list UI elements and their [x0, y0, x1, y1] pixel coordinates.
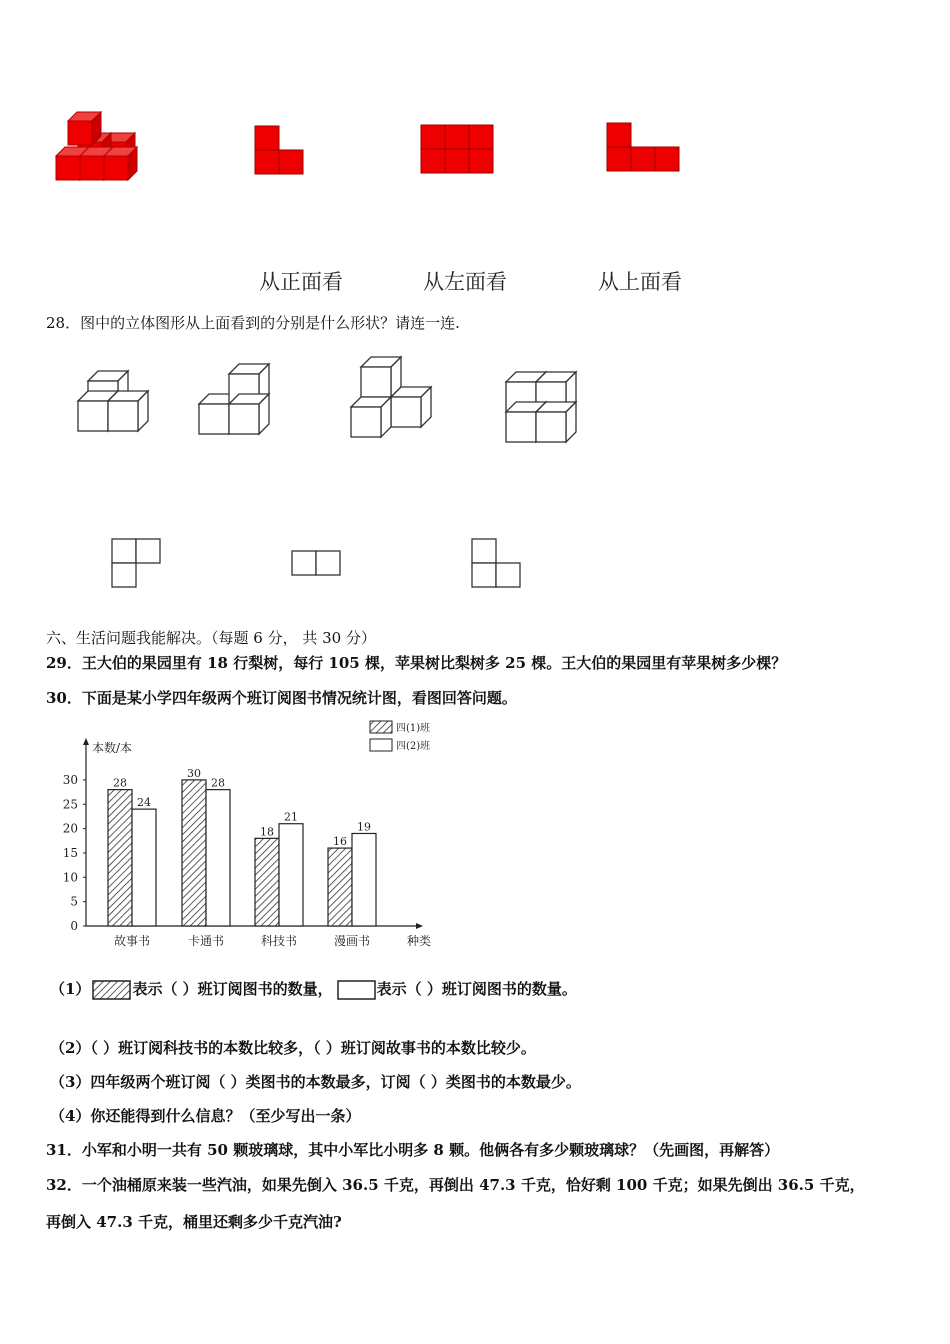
- data-label: 28: [113, 776, 127, 790]
- view-option-3: [472, 539, 520, 587]
- solid-d: [506, 372, 576, 442]
- data-label: 19: [357, 820, 371, 834]
- q30-sub2: （2）（ ）班订阅科技书的本数比较多，（ ）班订阅故事书的本数比较少。: [50, 1039, 536, 1057]
- view-option-1: [112, 539, 160, 587]
- wireframe-figures: [0, 340, 950, 600]
- y-tick-label: 25: [62, 797, 78, 812]
- y-axis-title: 本数/本: [92, 741, 133, 755]
- q30-sub1: [50, 978, 577, 1002]
- bar: [206, 790, 230, 926]
- question-30: 30．下面是某小学四年级两个班订阅图书情况统计图，看图回答问题。: [46, 689, 517, 707]
- bar: [279, 824, 303, 926]
- solid-a: [78, 371, 148, 431]
- legend-swatch: [370, 739, 392, 751]
- bar: [352, 833, 376, 926]
- bar: [182, 780, 206, 926]
- y-tick-label: 5: [70, 894, 78, 909]
- caption-top: 从上面看: [598, 270, 682, 294]
- category-label: 卡通书: [187, 934, 225, 948]
- legend-label: 四(2)班: [396, 741, 431, 752]
- question-31: 31．小军和小明一共有 50 颗玻璃球，其中小军比小明多 8 颗。他俩各有多少颗玻璃球？（先画图，再解答）: [46, 1141, 780, 1159]
- bar: [255, 838, 279, 926]
- category-label: 漫画书: [333, 934, 371, 948]
- legend-label: 四(1)班: [396, 723, 431, 734]
- question-32-line2: 再倒入 47.3 千克，桶里还剩多少千克汽油?: [46, 1213, 342, 1231]
- category-label: 故事书: [113, 934, 151, 948]
- data-label: 24: [137, 796, 151, 810]
- left-view: [421, 125, 493, 173]
- caption-left: 从左面看: [423, 270, 507, 294]
- view-option-2: [292, 551, 340, 575]
- bar: [132, 809, 156, 926]
- x-axis-arrow: [416, 923, 423, 929]
- blank-sample-icon: [337, 978, 377, 1002]
- y-tick-label: 10: [62, 870, 78, 885]
- data-label: 28: [211, 776, 225, 790]
- y-axis-arrow: [83, 738, 89, 745]
- y-tick-label: 0: [70, 919, 78, 933]
- data-label: 18: [260, 825, 274, 839]
- bar-chart: [50, 712, 470, 957]
- section-6-heading: 六、生活问题我能解决。（每题 6 分， 共 30 分）: [46, 629, 376, 647]
- data-label: 21: [284, 810, 298, 824]
- q30-sub1-num: （1）: [50, 980, 91, 998]
- y-tick-label: 20: [62, 821, 78, 836]
- question-29: 29．王大伯的果园里有 18 行梨树，每行 105 棵，苹果树比梨树多 25 棵。王大伯的果园里有苹果树多少棵？: [46, 654, 787, 672]
- top-view: [607, 123, 679, 171]
- q30-sub1-text-a: 表示（ ）班订阅图书的数量，: [132, 980, 333, 998]
- solid-c: [351, 357, 431, 437]
- front-view: [255, 126, 303, 174]
- y-tick-label: 30: [62, 772, 78, 787]
- data-label: 16: [333, 835, 347, 849]
- category-label: 科技书: [260, 934, 298, 948]
- q30-sub1-text-b: 表示（ ）班订阅图书的数量。: [376, 980, 577, 998]
- caption-front: 从正面看: [259, 270, 343, 294]
- bar: [108, 790, 132, 926]
- red-solid-3d: [56, 112, 137, 180]
- data-label: 30: [187, 766, 201, 780]
- solid-b: [199, 364, 269, 434]
- question-32-line1: 32．一个油桶原来装一些汽油，如果先倒入 36.5 千克，再倒出 47.3 千克，恰好剩 100 千克；如果先倒出 36.5 千克，: [46, 1176, 865, 1194]
- question-28: 28．图中的立体图形从上面看到的分别是什么形状？请连一连.: [46, 314, 460, 332]
- x-axis-title: 种类: [407, 934, 432, 948]
- q30-sub3: （3）四年级两个班订阅（ ）类图书的本数最多，订阅（ ）类图书的本数最少。: [50, 1073, 581, 1091]
- bar: [328, 848, 352, 926]
- legend-swatch: [370, 721, 392, 733]
- q30-sub4: （4）你还能得到什么信息？（至少写出一条）: [50, 1107, 361, 1125]
- hatched-sample-icon: [92, 978, 132, 1002]
- y-tick-label: 15: [62, 845, 78, 860]
- red-block-figure: [0, 0, 950, 300]
